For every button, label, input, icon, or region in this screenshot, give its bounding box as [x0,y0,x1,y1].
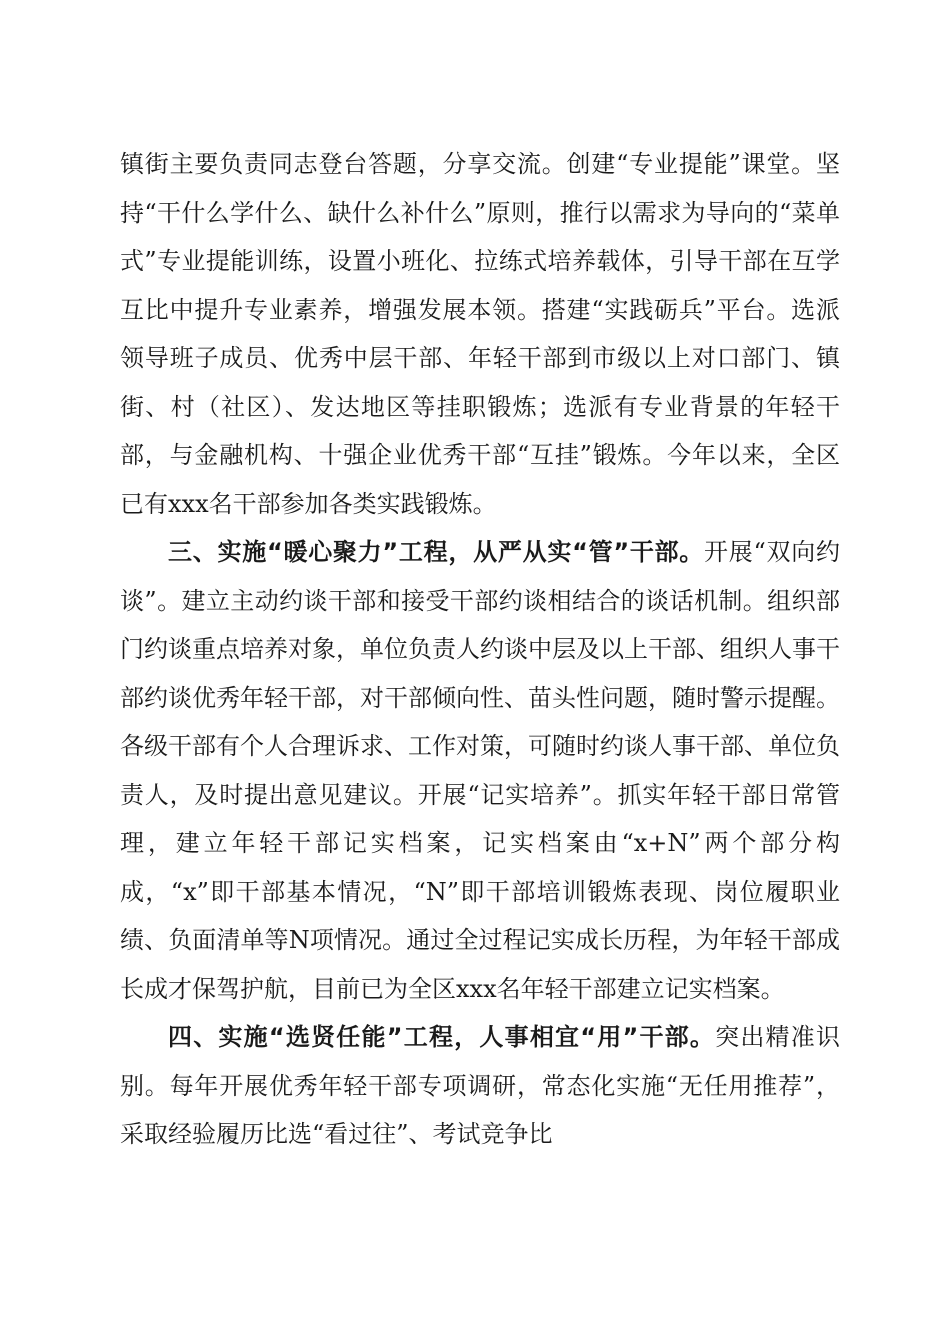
paragraph-text: 镇街主要负责同志登台答题，分享交流。创建“专业提能”课堂。坚持“干什么学什么、缺什么补什么”原则，推行以需求为导向的“菜单式”专业提能训练，设置小班化、拉练式培养载体，引导干部在互学互比中提升专业素养，增强发展本领。搭建“实践砺兵”平台。选派领导班子成员、优秀中层干部、年轻干部到市级以上对口部门、镇街、村（社区）、发达地区等挂职锻炼；选派有专业背景的年轻干部，与金融机构、十强企业优秀干部“互挂”锻炼。今年以来，全区已有xxx名干部参加各类实践锻炼。 [120,150,840,518]
paragraph-section-three [120,528,840,1013]
paragraph-section-four [120,1013,840,1159]
paragraph-text: 突出精准识别。每年开展优秀年轻干部专项调研，常态化实施“无任用推荐”，采取经验履历比选“看过往”、考试竞争比 [120,1023,840,1148]
paragraph-training-practice [120,140,840,528]
section-heading: 四、实施“选贤任能”工程，人事相宜“用”干部。 [168,1023,716,1051]
section-heading: 三、实施“暖心聚力”工程，从严从实“管”干部。 [168,538,705,566]
document-body [120,140,840,1159]
paragraph-text: 开展“双向约谈”。建立主动约谈干部和接受干部约谈相结合的谈话机制。组织部门约谈重点培养对象，单位负责人约谈中层及以上干部、组织人事干部约谈优秀年轻干部，对干部倾向性、苗头性问题，随时警示提醒。各级干部有个人合理诉求、工作对策，可随时约谈人事干部、单位负责人，及时提出意见建议。开展“记实培养”。抓实年轻干部日常管理，建立年轻干部记实档案，记实档案由“x+N”两个部分构成，“x”即干部基本情况，“N”即干部培训锻炼表现、岗位履职业绩、负面清单等N项情况。通过全过程记实成长历程，为年轻干部成长成才保驾护航，目前已为全区xxx名年轻干部建立记实档案。 [120,538,840,1003]
